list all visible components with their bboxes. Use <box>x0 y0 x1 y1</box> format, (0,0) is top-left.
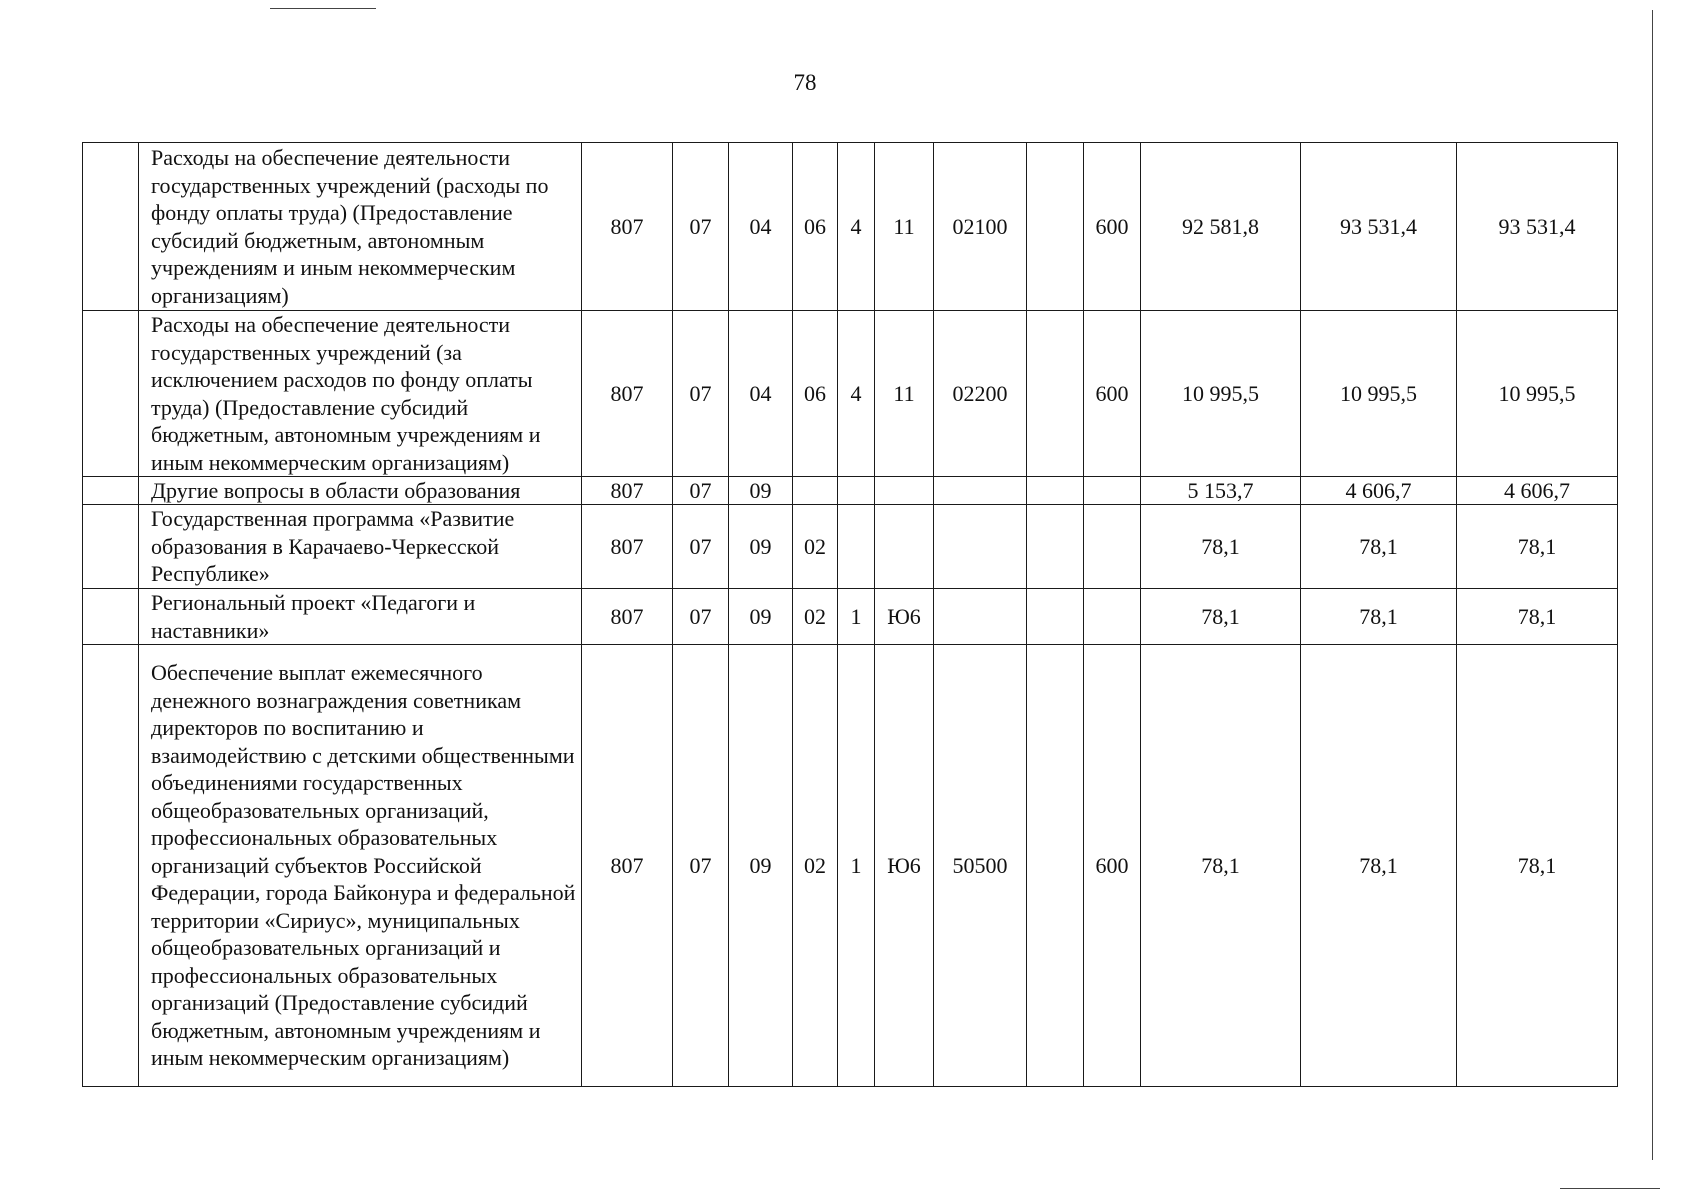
gr-cell: 807 <box>582 143 673 311</box>
sum1-cell: 92 581,8 <box>1141 143 1301 311</box>
dir-cell: 02100 <box>934 143 1027 311</box>
sum2-cell: 78,1 <box>1301 589 1457 645</box>
row-name: Расходы на обеспечение деятельности государственных учреждений (за исключением расходов по фонду оплаты труда) (Предоставление субсидий бюджетным, автономным учреждениям и иным некоммерческим организациям) <box>139 311 582 477</box>
vr-cell: 600 <box>1084 645 1141 1087</box>
vr-cell <box>1084 505 1141 589</box>
dir-cell: 50500 <box>934 645 1027 1087</box>
rz-cell: 07 <box>673 143 729 311</box>
sum1-cell: 78,1 <box>1141 589 1301 645</box>
sum1-cell: 5 153,7 <box>1141 477 1301 505</box>
pr-cell: 09 <box>729 505 793 589</box>
sum3-cell: 78,1 <box>1457 589 1618 645</box>
empty-cell <box>83 589 139 645</box>
table-row <box>83 645 1618 1087</box>
sum3-cell: 10 995,5 <box>1457 311 1618 477</box>
scan-artifact-right-edge <box>1652 10 1653 1160</box>
sum2-cell: 10 995,5 <box>1301 311 1457 477</box>
prog-cell: 02 <box>793 589 838 645</box>
struct-cell <box>875 477 934 505</box>
empty-cell <box>83 311 139 477</box>
table-row <box>83 311 1618 477</box>
struct-cell: 11 <box>875 311 934 477</box>
ext-cell <box>1027 477 1084 505</box>
prog-cell: 06 <box>793 143 838 311</box>
sub-cell: 4 <box>838 311 875 477</box>
gr-cell: 807 <box>582 645 673 1087</box>
sub-cell <box>838 477 875 505</box>
vr-cell <box>1084 589 1141 645</box>
rz-cell: 07 <box>673 589 729 645</box>
table-row <box>83 589 1618 645</box>
ext-cell <box>1027 505 1084 589</box>
rz-cell: 07 <box>673 477 729 505</box>
dir-cell <box>934 589 1027 645</box>
row-name: Государственная программа «Развитие образования в Карачаево-Черкесской Республике» <box>139 505 582 589</box>
rz-cell: 07 <box>673 311 729 477</box>
sum2-cell: 93 531,4 <box>1301 143 1457 311</box>
sum2-cell: 78,1 <box>1301 645 1457 1087</box>
scan-artifact-top <box>270 8 376 9</box>
vr-cell <box>1084 477 1141 505</box>
sum1-cell: 78,1 <box>1141 505 1301 589</box>
pr-cell: 09 <box>729 477 793 505</box>
sum2-cell: 4 606,7 <box>1301 477 1457 505</box>
sum3-cell: 78,1 <box>1457 645 1618 1087</box>
ext-cell <box>1027 645 1084 1087</box>
ext-cell <box>1027 311 1084 477</box>
rz-cell: 07 <box>673 645 729 1087</box>
gr-cell: 807 <box>582 477 673 505</box>
sum3-cell: 4 606,7 <box>1457 477 1618 505</box>
budget-table <box>82 142 1618 1087</box>
row-name: Другие вопросы в области образования <box>139 477 582 505</box>
empty-cell <box>83 477 139 505</box>
gr-cell: 807 <box>582 505 673 589</box>
struct-cell: Ю6 <box>875 645 934 1087</box>
table-row <box>83 505 1618 589</box>
empty-cell <box>83 143 139 311</box>
vr-cell: 600 <box>1084 311 1141 477</box>
sub-cell: 1 <box>838 645 875 1087</box>
pr-cell: 04 <box>729 143 793 311</box>
sum3-cell: 78,1 <box>1457 505 1618 589</box>
sum3-cell: 93 531,4 <box>1457 143 1618 311</box>
prog-cell: 02 <box>793 505 838 589</box>
dir-cell <box>934 477 1027 505</box>
dir-cell <box>934 505 1027 589</box>
ext-cell <box>1027 143 1084 311</box>
empty-cell <box>83 505 139 589</box>
pr-cell: 09 <box>729 589 793 645</box>
struct-cell: 11 <box>875 143 934 311</box>
prog-cell <box>793 477 838 505</box>
empty-cell <box>83 645 139 1087</box>
prog-cell: 02 <box>793 645 838 1087</box>
struct-cell: Ю6 <box>875 589 934 645</box>
pr-cell: 09 <box>729 645 793 1087</box>
vr-cell: 600 <box>1084 143 1141 311</box>
dir-cell: 02200 <box>934 311 1027 477</box>
sub-cell <box>838 505 875 589</box>
sub-cell: 4 <box>838 143 875 311</box>
row-name: Расходы на обеспечение деятельности государственных учреждений (расходы по фонду оплаты труда) (Предоставление субсидий бюджетным, автономным учреждениям и иным некоммерческим организациям) <box>139 143 582 311</box>
prog-cell: 06 <box>793 311 838 477</box>
gr-cell: 807 <box>582 311 673 477</box>
row-name: Региональный проект «Педагоги и наставники» <box>139 589 582 645</box>
sum1-cell: 78,1 <box>1141 645 1301 1087</box>
struct-cell <box>875 505 934 589</box>
pr-cell: 04 <box>729 311 793 477</box>
gr-cell: 807 <box>582 589 673 645</box>
row-name: Обеспечение выплат ежемесячного денежного вознаграждения советникам директоров по воспитанию и взаимодействию с детскими общественными объединениями государственных общеобразовательных организаций, профессиональных образовательных организаций субъектов Российской Федерации, города Байконура и федеральной территории «Сириус», муниципальных общеобразовательных организаций и профессиональных образовательных организаций (Предоставление субсидий бюджетным, автономным учреждениям и иным некоммерческим организациям) <box>139 645 582 1087</box>
ext-cell <box>1027 589 1084 645</box>
sub-cell: 1 <box>838 589 875 645</box>
sum2-cell: 78,1 <box>1301 505 1457 589</box>
rz-cell: 07 <box>673 505 729 589</box>
sum1-cell: 10 995,5 <box>1141 311 1301 477</box>
scan-artifact-bottom-right <box>1560 1188 1660 1189</box>
table-row <box>83 477 1618 505</box>
table-row <box>83 143 1618 311</box>
page-number: 78 <box>793 70 817 95</box>
